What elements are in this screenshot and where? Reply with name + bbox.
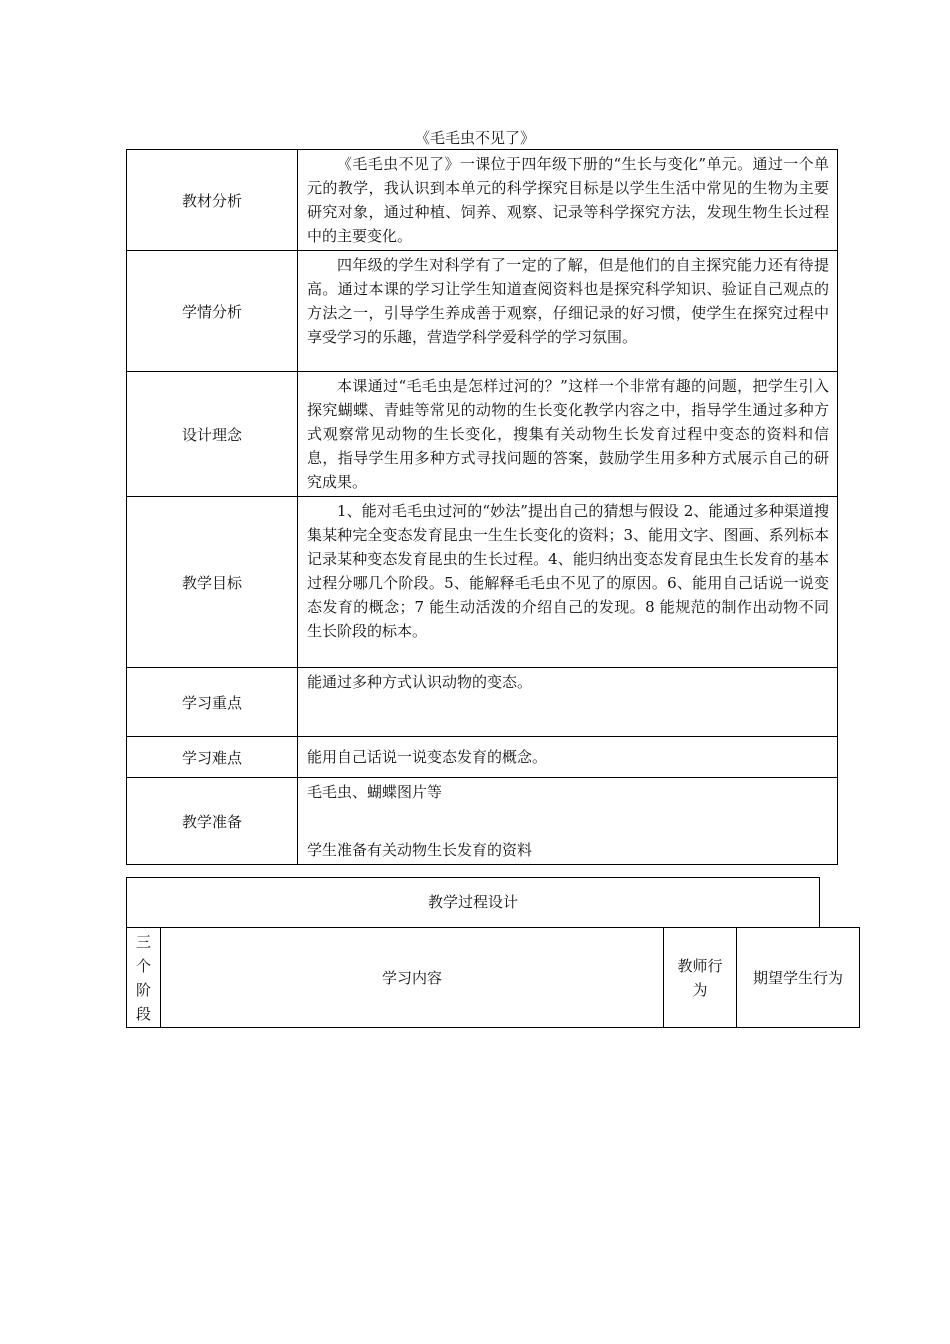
label-preparation: 教学准备 — [127, 778, 298, 865]
content-textbook-analysis — [298, 150, 838, 251]
col-content: 学习内容 — [161, 928, 664, 1028]
text-difficulties: 能用自己话说一说变态发育的概念。 — [307, 748, 548, 766]
col-student: 期望学生行为 — [737, 928, 860, 1028]
col-stage: 三个阶段 — [127, 928, 161, 1028]
content-student-analysis — [298, 251, 838, 372]
row-preparation — [127, 778, 838, 865]
label-key-points: 学习重点 — [127, 668, 298, 737]
content-design-concept — [298, 372, 838, 497]
text-teaching-goals: 1、能对毛毛虫过河的“妙法”提出自己的猜想与假设 2、能通过多种渠道搜集某种完全变态发育昆虫一生生长变化的资料；3、能用文字、图画、系列标本记录某种变态发育昆虫的生长过程。4、能归纳出变态发育昆虫生长发育的基本过程分哪几个阶段。5、能解释毛毛虫不见了的原因。6、能用自己话说一说变态发育的概念；7 能生动活泼的介绍自己的发现。8 能规范的制作出动物不同生长阶段的标本。 — [307, 502, 829, 640]
row-textbook-analysis — [127, 150, 838, 251]
text-key-points: 能通过多种方式认识动物的变态。 — [307, 673, 533, 691]
document-title: 《毛毛虫不见了》 — [414, 129, 535, 147]
text-design-concept: 本课通过“毛毛虫是怎样过河的？”这样一个非常有趣的问题，把学生引入探究蝴蝶、青蛙等常见的动物的生长变化教学内容之中，指导学生通过多种方式观察常见动物的生长变化，搜集有关动物生长发育过程中变态的资料和信息，指导学生用多种方式寻找问题的答案，鼓励学生用多种方式展示自己的研究成果。 — [307, 377, 829, 491]
label-teaching-goals: 教学目标 — [127, 497, 298, 668]
lesson-plan-table — [126, 149, 838, 865]
label-textbook-analysis: 教材分析 — [127, 150, 298, 251]
row-difficulties — [127, 737, 838, 778]
text-preparation-line2: 学生准备有关动物生长发育的资料 — [307, 841, 533, 859]
process-design-header: 教学过程设计 — [126, 877, 820, 927]
row-design-concept — [127, 372, 838, 497]
text-textbook-analysis: 《毛毛虫不见了》一课位于四年级下册的“生长与变化”单元。通过一个单元的教学，我认识到本单元的科学探究目标是以学生生活中常见的生物为主要研究对象，通过种植、饲养、观察、记录等科学探究方法，发现生物生长过程中的主要变化。 — [307, 155, 829, 245]
text-student-analysis: 四年级的学生对科学有了一定的了解，但是他们的自主探究能力还有待提高。通过本课的学习让学生知道查阅资料也是探究科学知识、验证自己观点的方法之一，引导学生养成善于观察，仔细记录的好习惯，使学生在探究过程中享受学习的乐趣，营造学科学爱科学的学习氛围。 — [307, 256, 829, 346]
content-key-points — [298, 668, 838, 737]
label-difficulties: 学习难点 — [127, 737, 298, 778]
row-key-points — [127, 668, 838, 737]
row-teaching-goals — [127, 497, 838, 668]
label-design-concept: 设计理念 — [127, 372, 298, 497]
row-student-analysis — [127, 251, 838, 372]
content-preparation — [298, 778, 838, 865]
text-preparation-line1: 毛毛虫、蝴蝶图片等 — [307, 783, 443, 801]
label-student-analysis: 学情分析 — [127, 251, 298, 372]
process-header-row — [127, 928, 860, 1028]
process-table — [126, 927, 860, 1028]
col-teacher: 教师行为 — [664, 928, 737, 1028]
content-teaching-goals — [298, 497, 838, 668]
content-difficulties — [298, 737, 838, 778]
